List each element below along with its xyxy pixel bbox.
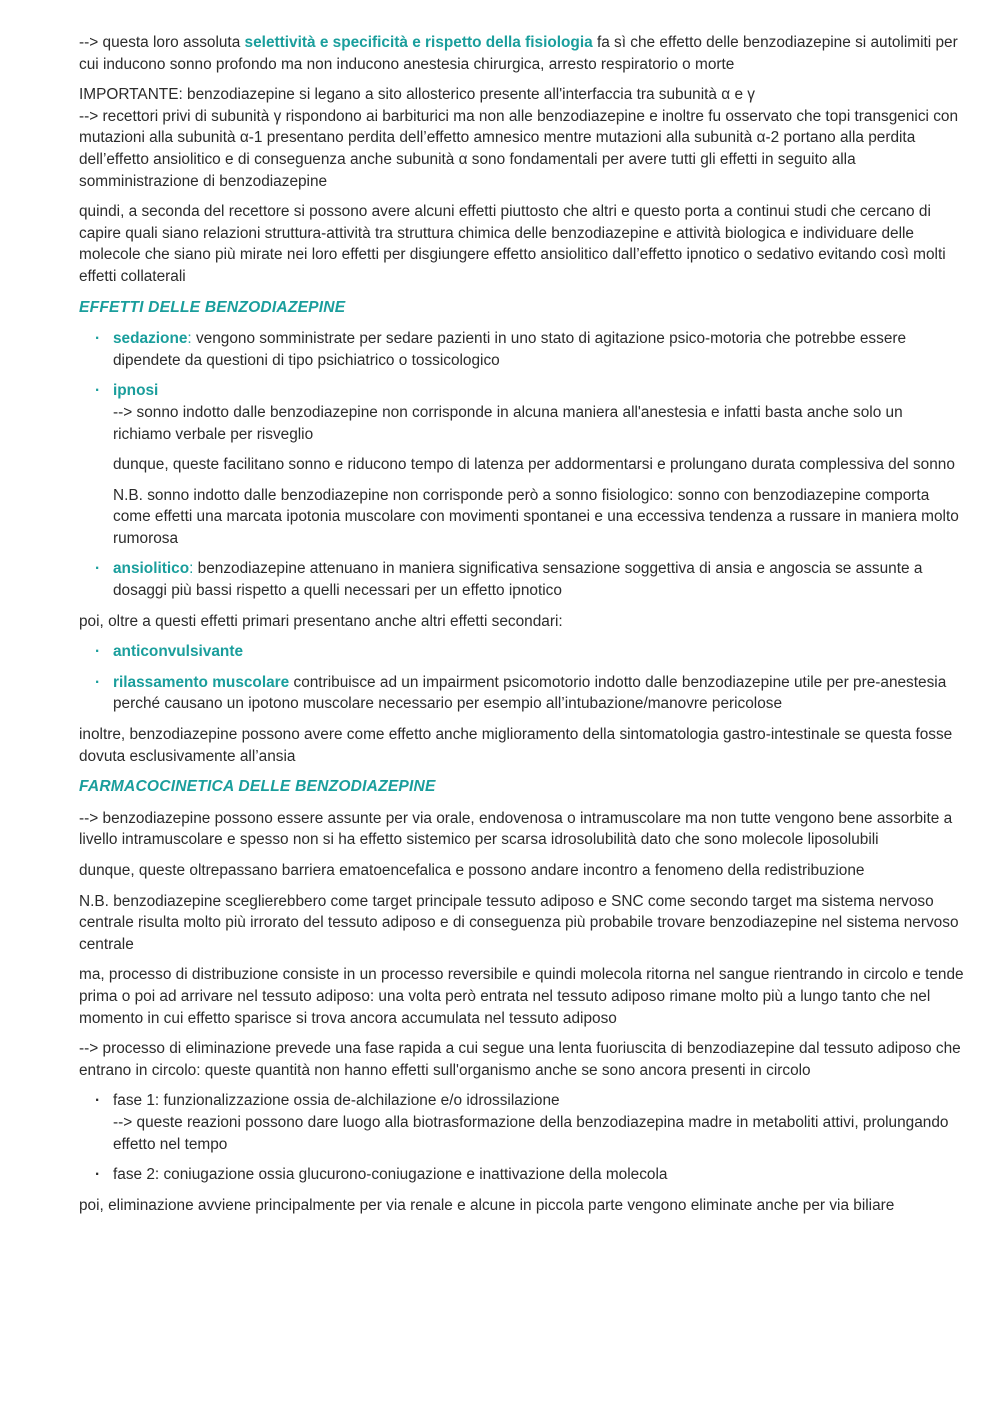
bullet-icon: ·: [95, 643, 101, 661]
paragraph-selectivity: [79, 32, 964, 75]
fase-2-text: fase 2: coniugazione ossia glucurono-coniugazione e inattivazione della molecola: [113, 1166, 668, 1184]
bullet-icon: ·: [95, 560, 101, 578]
rilassamento-text: contribuisce ad un impairment psicomotorio indotto dalle benzodiazepine utile per pre-anestesia perché causano un ipotono muscolare necessario per esempio all’intubazione/manovre pericolose: [113, 673, 947, 713]
fase-1-detail: --> queste reazioni possono dare luogo alla biotrasformazione della benzodiazepina madre in metaboliti attivi, prolungando effetto nel tempo: [113, 1113, 949, 1153]
paragraph-important: [79, 84, 964, 192]
list-item-fase-1: [79, 1090, 964, 1155]
term-rilassamento: rilassamento muscolare: [113, 673, 290, 691]
list-item-sedazione: [79, 328, 964, 371]
bullet-icon: ·: [95, 1092, 101, 1110]
term-sedazione: sedazione: [113, 330, 188, 348]
list-item-rilassamento: [79, 672, 964, 715]
term-colon: :: [189, 560, 194, 578]
selectivity-intro: --> questa loro assoluta: [79, 34, 245, 51]
paragraph-excretion: poi, eliminazione avviene principalmente per via renale e alcune in piccola parte vengono eliminate anche per via biliare: [79, 1196, 895, 1214]
paragraph-elimination: --> processo di eliminazione prevede una fase rapida a cui segue una lenta fuoriuscita di benzodiazepine dal tessuto adiposo che entrano in circolo: queste quantità non hanno effetti sull'organismo anche se sono ancora presenti in circolo: [79, 1040, 961, 1079]
paragraph-distribution: ma, processo di distribuzione consiste in un processo reversibile e quindi molecola ritorna nel sangue rientrando in circolo e tende prima o poi ad arrivare nel tessuto adiposo: una volta però entrata nel tessuto adiposo rimane molto più a lungo tanto che nel momento in cui effetto sparisce si trova ancora accumulata nel tessuto adiposo: [79, 966, 964, 1027]
ipnosi-line: --> sonno indotto dalle benzodiazepine non corrisponde in alcuna maniera all'anestesia e infatti basta anche solo un richiamo verbale per risveglio: [113, 403, 903, 443]
selectivity-highlight: selettività e specificità e rispetto della fisiologia: [244, 34, 593, 51]
ipnosi-para-latency: dunque, queste facilitano sonno e riducono tempo di latenza per addormentarsi e prolungano durata complessiva del sonno: [113, 456, 955, 474]
phases-list: [79, 1090, 964, 1185]
fase-1-title: fase 1: funzionalizzazione ossia de-alchilazione e/o idrossilazione: [113, 1092, 560, 1110]
term-ipnosi: ipnosi: [113, 382, 159, 400]
primary-effects-list: [79, 328, 964, 602]
paragraph-administration: --> benzodiazepine possono essere assunte per via orale, endovenosa o intramuscolare ma non tutte vengono bene assorbite a livello intramuscolare e spesso non si ha effetto sistemico per scarsa idrosolubilità dato che sono molecole liposolubili: [79, 809, 953, 849]
bullet-icon: ·: [95, 330, 101, 348]
sedazione-text: vengono somministrate per sedare pazienti in uno stato di agitazione psico-motoria che potrebbe essere dipendete da questioni di tipo psichiatrico o tossicologico: [113, 330, 907, 369]
paragraph-bbb: dunque, queste oltrepassano barriera ematoencefalica e possono andare incontro a fenomeno della redistribuzione: [79, 862, 865, 879]
ipnosi-para-nb: N.B. sonno indotto dalle benzodiazepine non corrisponde però a sonno fisiologico: sonno con benzodiazepine comporta come effetti una marcata ipotonia muscolare con movimenti spontanei e una eccessiva tendenza a russare in maniera molto rumorosa: [113, 486, 959, 547]
ansiolitico-text: benzodiazepine attenuano in maniera significativa sensazione soggettiva di ansia e angoscia se assunte a dosaggi più bassi rispetto a quelli necessari per un effetto ipnotico: [113, 560, 923, 600]
important-line: IMPORTANTE: benzodiazepine si legano a sito allosterico presente all'interfaccia tra subunità α e γ: [79, 86, 755, 104]
receptor-subunits-text: --> recettori privi di subunità γ rispondono ai barbiturici ma non alle benzodiazepine e inoltre fu osservato che topi transgenici con mutazioni alla subunità α-1 presentano perdita dell’effetto amnesico mentre mutazioni alla subunità α-2 portano alla perdita dell’effetto ansiolitico e di conseguenza anche subunità α sono fondamentali per avere tutti gli effetti in seguito alla somministrazione di benzodiazepine: [79, 107, 959, 190]
list-item-ansiolitico: [79, 558, 964, 601]
bullet-icon: ·: [95, 673, 101, 691]
paragraph-secondary-intro: poi, oltre a questi effetti primari presentano anche altri effetti secondari:: [79, 612, 563, 630]
bullet-icon: ·: [95, 1166, 101, 1184]
term-ansiolitico: ansiolitico: [113, 560, 190, 578]
paragraph-target: N.B. benzodiazepine sceglierebbero come target principale tessuto adiposo e SNC come secondo target ma sistema nervoso centrale risulta molto più irrorato del tessuto adiposo e di conseguenza più probabile trovare benzodiazepine nel sistema nervoso centrale: [79, 892, 959, 953]
section-heading-effects: EFFETTI DELLE BENZODIAZEPINE: [79, 298, 346, 316]
term-colon: :: [187, 330, 192, 348]
list-item-fase-2: [79, 1164, 964, 1186]
section-heading-pharmacokinetics: FARMACOCINETICA DELLE BENZODIAZEPINE: [79, 778, 436, 796]
paragraph-structure-activity: quindi, a seconda del recettore si possono avere alcuni effetti piuttosto che altri e questo porta a continui studi che cercano di capire quali siano relazioni struttura-attività tra struttura chimica delle benzodiazepine e attività biologica e individuare delle molecole che siano più mirate nei loro effetti per disgiungere effetto ansiolitico dall’effetto ipnotico o sedativo evitando così molti effetti collaterali: [79, 203, 946, 285]
selectivity-rest: fa sì che effetto delle benzodiazepine si autolimiti per cui inducono sonno profondo ma non inducono anestesia chirurgica, arresto respiratorio o morte: [79, 34, 958, 73]
term-anticonvulsivante: anticonvulsivante: [113, 643, 244, 661]
paragraph-gastro: inoltre, benzodiazepine possono avere come effetto anche miglioramento della sintomatologia gastro-intestinale se questa fosse dovuta esclusivamente all’ansia: [79, 726, 953, 765]
list-item-anticonvulsivante: [79, 641, 964, 663]
bullet-icon: ·: [95, 382, 101, 400]
secondary-effects-list: [79, 641, 964, 715]
list-item-ipnosi: [79, 380, 964, 549]
